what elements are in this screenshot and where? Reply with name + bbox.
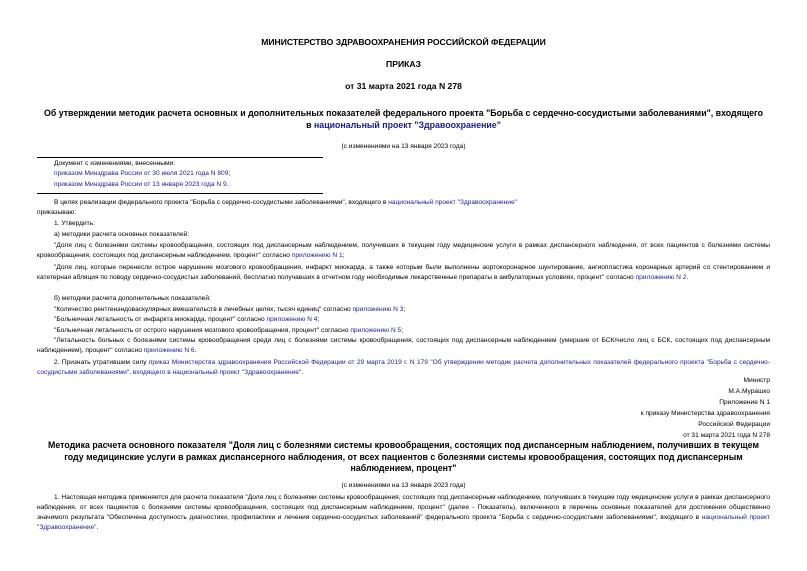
methodology-title-line-2: году медицинские услуги в рамках диспансерного наблюдения, от всех пациентов с болезнями системы кровообращения, состоящих под диспансерным	[64, 451, 743, 462]
changes-item-1-suffix: ;	[228, 170, 231, 177]
methodology-paragraph-1	[37, 493, 770, 533]
repealed-order-link[interactable]: приказ Министерства здравоохранения Российской Федерации от 29 марта 2019 г. N 179 "Об утверждении методик расчета дополнительных показателей федерального проекта "Борьба с сердечно-сосудистыми заболеваниями", входящего в национальный проект "Здравоохранение"	[37, 359, 770, 376]
item-a-2	[37, 263, 770, 283]
appendix-3-link[interactable]: приложению N 3	[352, 306, 404, 313]
methodology-title-line-1: Методика расчета основного показателя "Доля лиц с болезнями системы кровообращения, состоящих под диспансерным наблюдением, получивших в текущем	[48, 440, 759, 450]
appendix-line-4: от 31 марта 2021 года N 278	[683, 432, 770, 439]
methodology-national-project-link[interactable]: национальный проект "Здравоохранение"	[37, 514, 770, 531]
order-date: от 31 марта 2021 года N 278	[345, 81, 462, 91]
item-a: а) методики расчета основных показателей:	[54, 231, 190, 238]
appendix-5-link[interactable]: приложению N 5	[350, 327, 402, 334]
signature-name: М.А.Мурашко	[728, 388, 770, 395]
appendix-label: Приложение N 1	[719, 399, 770, 406]
item-2-text: 2. Признать утратившим силу	[54, 359, 149, 366]
appendix-1-link[interactable]: приложению N 1	[291, 252, 343, 259]
item-2-end: .	[301, 369, 304, 376]
intro-order-word: приказываю:	[37, 209, 77, 216]
title-line-2	[0, 120, 807, 132]
item-b-1	[37, 305, 770, 315]
appendix-amended-note: (с изменениями на 13 января 2023 года)	[341, 482, 466, 489]
appendix-line-3: Российской Федерации	[698, 421, 770, 428]
signature-role: Министр	[743, 377, 770, 384]
item-b-2-text: "Больничная летальность от инфаркта миокарда, процент" согласно	[54, 316, 267, 323]
title-line-1: Об утверждении методик расчета основных и дополнительных показателей федерального проекта "Борьба с сердечно-сосудистыми заболеваниями", входящего	[44, 108, 763, 118]
item-b-3-end: ;	[401, 327, 404, 334]
item-b-3	[37, 326, 770, 336]
methodology-title-line-3: наблюдением, процент"	[350, 463, 457, 473]
change-link-809[interactable]: приказом Минздрава России от 30 июля 2021 года N 809	[54, 170, 229, 177]
divider-top	[37, 157, 323, 158]
item-a-2-text: "Доля лиц, которые перенесли острое нарушение мозгового кровообращения, инфаркт миокарда, а также которым были выполнены аортокоронарное шунтирование, ангиопластика коронарных артерий со стентированием и катетерная абляция по поводу сердечно-сосудистых заболеваний, бесплатно получавших в отчетном году необходимые лекарственные препараты в амбулаторных условиях, процент" согласно	[37, 264, 770, 281]
item-b-1-end: ;	[403, 306, 406, 313]
item-b-3-text: "Больничная летальность от острого нарушения мозгового кровообращения, процент" согласно	[54, 327, 351, 334]
methodology-paragraph-1-text: 1. Настоящая методика применяется для расчета показателя "Доля лиц с болезнями системы кровообращения, состоящих под диспансерным наблюдением, получивших в текущем году медицинские услуги в рамках диспансерного наблюдения, от всех пациентов с болезнями системы кровообращения, состоящих под диспансерным наблюдением, процент" (далее - Показатель), включенного в перечень основных показателей для достижения общественно значимого результата "Обеспечена доступность диагностики, профилактики и лечения сердечно-сосудистых заболеваний" федерального проекта "Борьба с сердечно-сосудистыми заболеваниями", входящего в	[37, 494, 770, 521]
title-prefix: в	[306, 119, 314, 130]
methodology-title	[0, 440, 807, 475]
item-b-4-text: "Летальность больных с болезнями системы кровообращения среди лиц с болезнями системы кровообращения, состоящих под диспансерным наблюдением (умершие от БСК/число лиц с БСК, состоящих под диспансерным наблюдением), процент" согласно	[37, 337, 770, 354]
item-a-1-end: ;	[342, 252, 345, 259]
change-link-9[interactable]: приказом Минздрава России от 13 января 2023 года N 9	[54, 181, 227, 188]
order-heading: ПРИКАЗ	[386, 59, 421, 69]
item-1: 1. Утвердить:	[54, 220, 95, 227]
changes-intro: Документ с изменениями, внесенными:	[54, 160, 176, 167]
item-a-1-text: "Доля лиц с болезнями системы кровообращения, состоящих под диспансерным наблюдением, получивших в текущем году медицинские услуги в рамках диспансерного наблюдения, от всех пациентов с болезнями системы кровообращения, состоящих под диспансерным наблюдением, процент" согласно	[37, 242, 770, 259]
item-2	[37, 358, 770, 378]
item-b-4-end: .	[194, 347, 197, 354]
changes-item-2-suffix: .	[226, 181, 229, 188]
appendix-line-2: к приказу Министерства здравоохранения	[640, 410, 770, 417]
item-b: б) методики расчета дополнительных показателей:	[54, 295, 211, 302]
item-b-4	[37, 336, 770, 356]
intro-text: В целях реализации федерального проекта "Борьба с сердечно-сосудистыми заболеваниями", входящего в	[54, 199, 389, 206]
changes-item-1	[54, 169, 230, 179]
item-b-1-text: "Количество рентгенэндоваскулярных вмешательств в лечебных целях, тысяч единиц" согласно	[54, 306, 353, 313]
changes-item-2	[54, 180, 228, 190]
appendix-2-link[interactable]: приложению N 2	[635, 274, 687, 281]
intro-paragraph	[37, 198, 770, 218]
national-project-link[interactable]: национальный проект "Здравоохранение"	[313, 119, 501, 130]
item-b-2-end: ;	[317, 316, 320, 323]
document-title	[0, 108, 807, 131]
intro-national-project-link[interactable]: национальный проект "Здравоохранение"	[388, 199, 517, 206]
item-b-2	[37, 315, 770, 325]
methodology-paragraph-1-end: .	[96, 524, 99, 531]
amended-note: (с изменениями на 13 января 2023 года)	[341, 143, 466, 150]
item-a-1	[37, 241, 770, 261]
appendix-4-link[interactable]: приложению N 4	[266, 316, 318, 323]
item-a-2-end: .	[686, 274, 689, 281]
ministry-heading: МИНИСТЕРСТВО ЗДРАВООХРАНЕНИЯ РОССИЙСКОЙ ФЕДЕРАЦИИ	[261, 37, 546, 47]
appendix-6-link[interactable]: приложению N 6	[143, 347, 195, 354]
divider-bottom	[37, 193, 323, 194]
